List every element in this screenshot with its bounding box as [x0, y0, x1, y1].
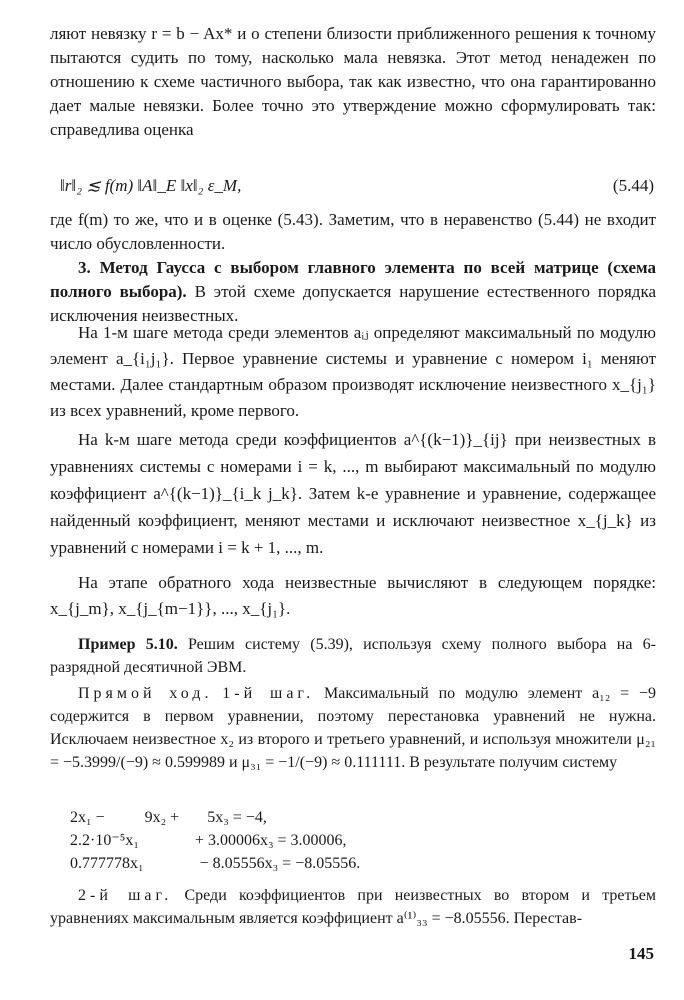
system-row: 2.2·10⁻⁵x₁ + 3.00006x₃ = 3.00006, — [70, 832, 347, 849]
forward-text: Максимальный по модулю элемент a₁₂ = −9 содержится в первом уравнении, поэтому перестановка уравнений не нужна. Исключаем неизвестное x₂ из второго и третьего уравнений, и используя множители μ₂₁ = −5.3999/(−9) ≈ 0.599989 и μ₃₁ = −1/(−9) ≈ 0.111111. В результате получим систему — [50, 685, 656, 771]
system-row: 2x₁ − 9x₂ + 5x₃ = −4, — [70, 809, 267, 826]
forward-label: Прямой ход. — [78, 685, 213, 702]
section-3-title: 3. Метод Гаусса с выбором главного элемента по всей матрице (схема полного выбора). — [50, 258, 656, 301]
page-number: 145 — [628, 944, 654, 963]
formula-5-44: ‖r‖₂ ≲ f(m) ‖A‖_E ‖x‖₂ ε_M, — [60, 176, 242, 195]
system-row: 0.777778x₁ − 8.05556x₃ = −8.05556. — [70, 855, 361, 872]
paragraph-step-1: На 1-м шаге метода среди элементов aᵢⱼ определяют максимальный по модулю элемент a_{i₁j₁}. Первое уравнение системы и уравнение с номером i₁ меняют местами. Далее стандартным образом производят исключение неизвестного x_{j₁} из всех уравнений, кроме первого. — [50, 323, 656, 420]
paragraph-example — [50, 633, 656, 679]
paragraph-back-substitution: На этапе обратного хода неизвестные вычисляют в следующем порядке: x_{j_m}, x_{j_{m−1}}, ..., x_{j₁}. — [50, 573, 656, 618]
step-2-label: 2-й шаг. — [78, 887, 173, 904]
paragraph-forward — [50, 682, 656, 774]
example-label: Пример 5.10. — [78, 636, 178, 653]
paragraph-step-2 — [50, 884, 656, 930]
step-2-text: Среди коэффициентов при неизвестных во втором и третьем уравнениях максимальным является коэффициент a⁽¹⁾₃₃ = −8.05556. Перестав- — [50, 887, 657, 927]
example-text: Решим систему (5.39), используя схему полного выбора на 6-разрядной десятичной ЭВМ. — [50, 636, 657, 676]
step-1-label: 1-й шаг. — [222, 685, 315, 702]
paragraph-section-3 — [50, 256, 656, 328]
paragraph-intro: ляют невязку r = b − Ax* и о степени близости приближенного решения к точному пытаются судить по тому, насколько мала невязка. Этот метод ненадежен по отношению к схеме частичного выбора, так как известно, что она гарантированно дает малые невязки. Более точно это утверждение можно сформулировать так: справедлива оценка — [50, 24, 656, 139]
section-3-text: В этой схеме допускается нарушение естественного порядка исключения неизвестных. — [50, 282, 656, 325]
equation-system — [70, 806, 360, 875]
paragraph-after-formula: где f(m) то же, что и в оценке (5.43). Заметим, что в неравенство (5.44) не входит число обусловленности. — [50, 210, 656, 253]
paragraph-step-k: На k-м шаге метода среди коэффициентов a^{(k−1)}_{ij} при неизвестных в уравнениях системы с номерами i = k, ..., m выбирают максимальный по модулю коэффициент a^{(k−1)}_{i_k j_k}. Затем k-е уравнение и уравнение, содержащее найденный коэффициент, меняют местами и исключают неизвестное x_{j_k} из уравнений с номерами i = k + 1, ..., m. — [50, 430, 656, 557]
equation-number: (5.44) — [612, 176, 654, 195]
